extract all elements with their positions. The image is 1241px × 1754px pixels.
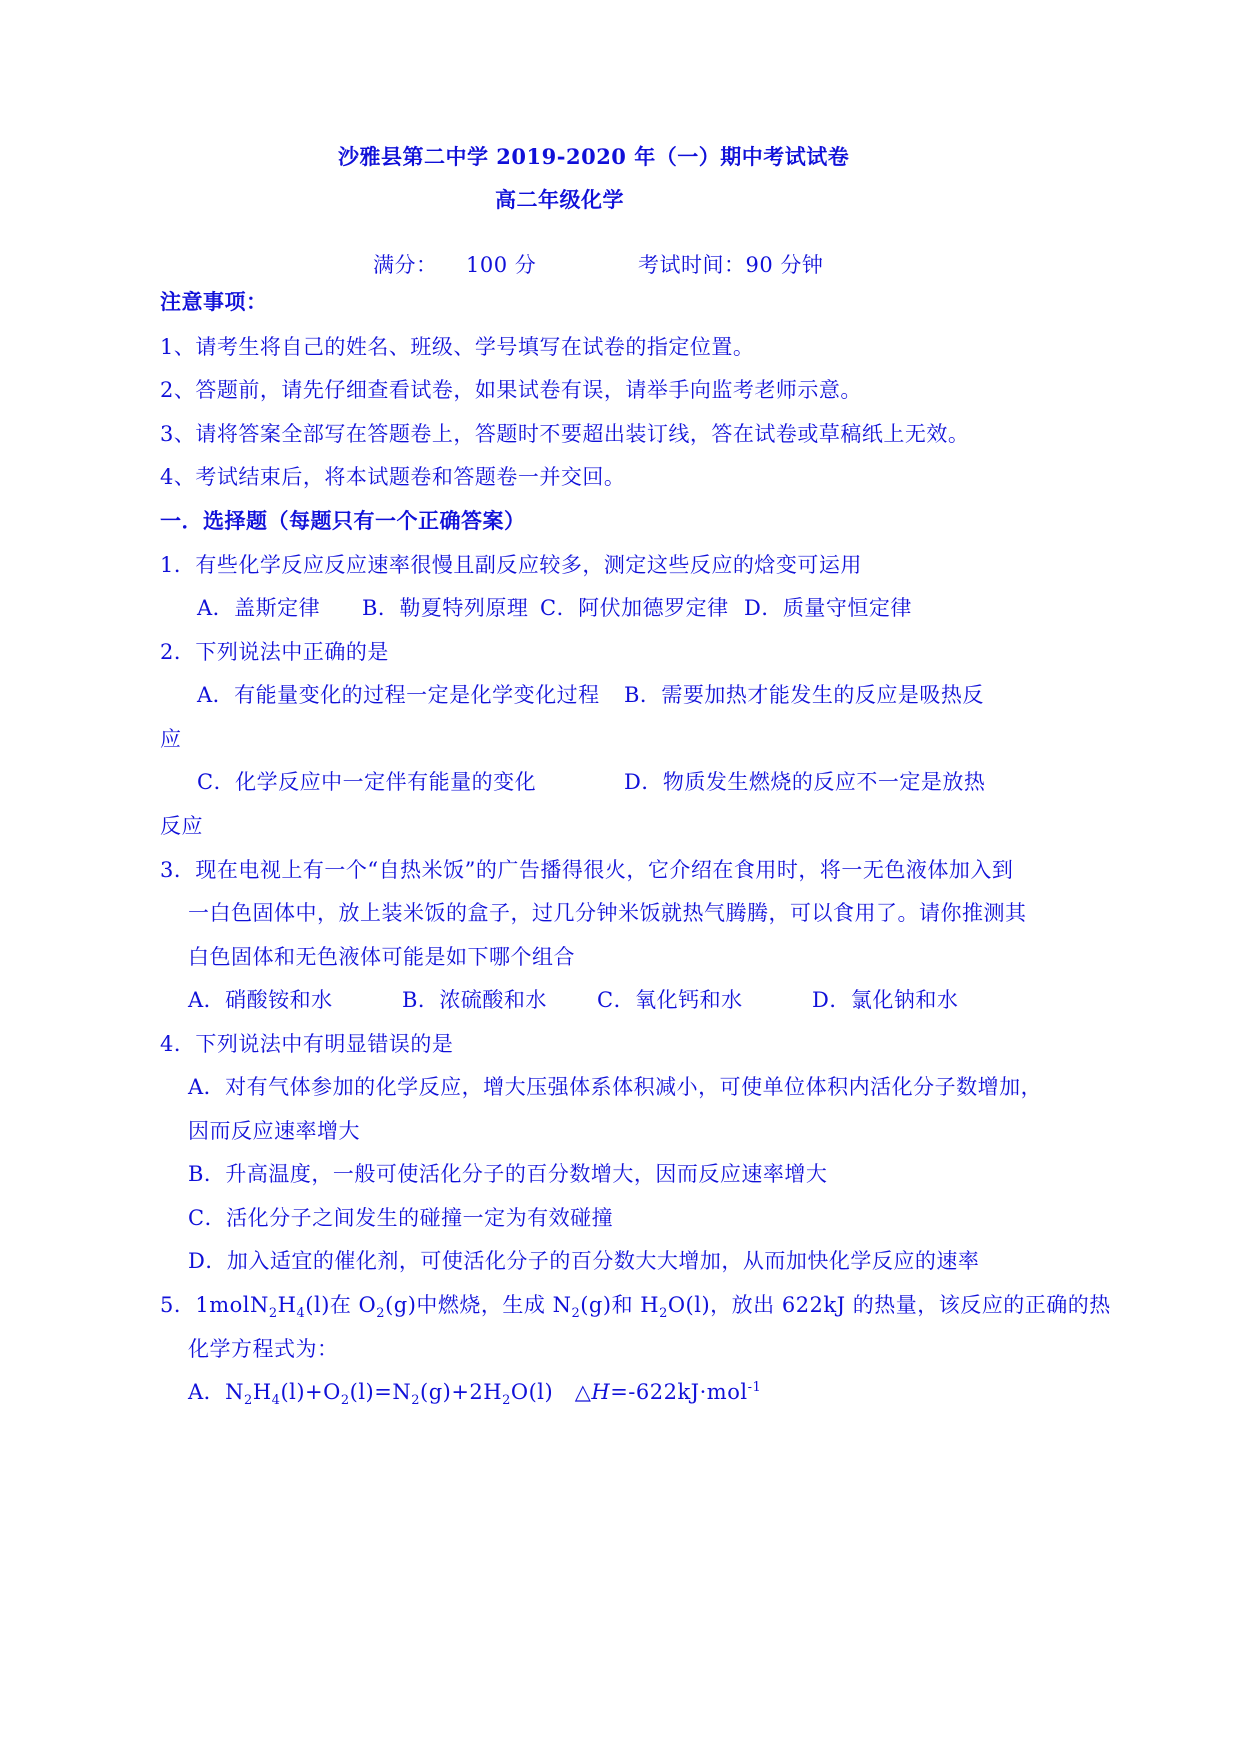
q5a-sub-1: 2 xyxy=(244,1393,253,1409)
notice-item-1: 1、请考生将自己的姓名、班级、学号填写在试卷的指定位置。 xyxy=(160,335,755,359)
time-label: 考试时间：90 分钟 xyxy=(638,253,824,277)
notice-heading: 注意事项： xyxy=(160,289,268,314)
question-4-option-a-line-2: 因而反应速率增大 xyxy=(188,1119,360,1143)
question-4-stem: 4．下列说法中有明显错误的是 xyxy=(160,1032,454,1056)
question-2-option-b: B．需要加热才能发生的反应是吸热反 xyxy=(624,683,984,707)
question-2-option-a: A．有能量变化的过程一定是化学变化过程 xyxy=(197,683,600,707)
question-3-option-c: C．氧化钙和水 xyxy=(597,988,743,1012)
q5a-sub-4: 2 xyxy=(411,1393,420,1409)
q5a-text-3: (l)+O xyxy=(280,1380,341,1404)
q5-text-6: O(l)，放出 622kJ 的热量，该反应的正确的热 xyxy=(667,1293,1111,1317)
question-3-option-a: A．硝酸铵和水 xyxy=(188,988,333,1012)
question-2-option-c: C．化学反应中一定伴有能量的变化 xyxy=(197,770,537,794)
question-1-stem: 1．有些化学反应反应速率很慢且副反应较多，测定这些反应的焓变可运用 xyxy=(160,553,862,577)
notice-item-3: 3、请将答案全部写在答题卷上，答题时不要超出装订线，答在试卷或草稿纸上无效。 xyxy=(160,422,970,446)
q5a-enthalpy-symbol: H xyxy=(591,1380,611,1404)
question-5-option-a xyxy=(188,1378,762,1409)
score-value: 100 分 xyxy=(466,253,537,277)
question-3-stem-line-1: 3．现在电视上有一个“自热米饭”的广告播得很火，它介绍在食用时，将一无色液体加入到 xyxy=(160,858,1014,882)
q5a-text-6: O(l) △ xyxy=(510,1380,592,1404)
question-4-option-c: C．活化分子之间发生的碰撞一定为有效碰撞 xyxy=(188,1206,614,1230)
q5a-sub-5: 2 xyxy=(502,1393,511,1409)
q5a-text-5: (g)+2H xyxy=(420,1380,503,1404)
q5-sub-2: 4 xyxy=(296,1306,306,1322)
question-3-option-d: D．氯化钠和水 xyxy=(812,988,959,1012)
q5-sub-5: 2 xyxy=(659,1306,668,1322)
question-1-option-a: A．盖斯定律 xyxy=(197,596,321,620)
notice-item-4: 4、考试结束后，将本试题卷和答题卷一并交回。 xyxy=(160,465,626,489)
question-2-option-d-cont: 反应 xyxy=(160,814,203,838)
q5a-text-4: (l)=N xyxy=(349,1380,412,1404)
q5a-text-1: A．N xyxy=(188,1380,245,1404)
q5-text-1: 1molN xyxy=(195,1293,269,1317)
section-heading: 一．选择题（每题只有一个正确答案） xyxy=(160,508,526,533)
q5a-text-7: =-622kJ·mol xyxy=(610,1380,748,1404)
q5-text-4: (g)中燃烧，生成 N xyxy=(385,1293,572,1317)
question-4-option-a-line-1: A．对有气体参加的化学反应，增大压强体系体积减小，可使单位体积内活化分子数增加， xyxy=(188,1075,1043,1099)
q5a-sub-2: 4 xyxy=(271,1393,281,1409)
notice-item-2: 2、答题前，请先仔细查看试卷，如果试卷有误，请举手向监考老师示意。 xyxy=(160,378,862,402)
question-3-stem-line-2: 一白色固体中，放上装米饭的盒子，过几分钟米饭就热气腾腾，可以食用了。请你推测其 xyxy=(188,901,1027,925)
q5-text-3: (l)在 O xyxy=(305,1293,377,1317)
question-5-stem-line-1 xyxy=(160,1291,1111,1322)
q5a-sup: -1 xyxy=(747,1380,762,1395)
question-1-option-d: D．质量守恒定律 xyxy=(744,596,912,620)
question-1-option-c: C．阿伏加德罗定律 xyxy=(540,596,729,620)
question-2-stem: 2．下列说法中正确的是 xyxy=(160,640,389,664)
q5-text-5: (g)和 H xyxy=(580,1293,660,1317)
q5a-text-2: H xyxy=(252,1380,272,1404)
q5-sub-3: 2 xyxy=(376,1306,386,1322)
q5-text-2: H xyxy=(277,1293,297,1317)
question-1-option-b: B．勒夏特列原理 xyxy=(362,596,529,620)
exam-title: 沙雅县第二中学 2019-2020 年（一）期中考试试卷 xyxy=(338,144,850,169)
q5a-sub-3: 2 xyxy=(340,1393,350,1409)
question-3-stem-line-3: 白色固体和无色液体可能是如下哪个组合 xyxy=(188,945,575,969)
question-2-option-d: D．物质发生燃烧的反应不一定是放热 xyxy=(624,770,986,794)
exam-subtitle: 高二年级化学 xyxy=(495,187,624,212)
question-4-option-b: B．升高温度，一般可使活化分子的百分数增大，因而反应速率增大 xyxy=(188,1162,828,1186)
question-2-option-b-cont: 应 xyxy=(160,727,182,751)
question-3-option-b: B．浓硫酸和水 xyxy=(402,988,547,1012)
question-5-stem-line-2: 化学方程式为： xyxy=(188,1337,339,1361)
question-4-option-d: D．加入适宜的催化剂，可使活化分子的百分数大大增加，从而加快化学反应的速率 xyxy=(188,1249,980,1273)
q5-sub-1: 2 xyxy=(268,1306,278,1322)
q5-sub-4: 2 xyxy=(571,1306,581,1322)
question-5-number: 5． xyxy=(160,1293,196,1317)
score-label: 满分： xyxy=(373,253,438,277)
